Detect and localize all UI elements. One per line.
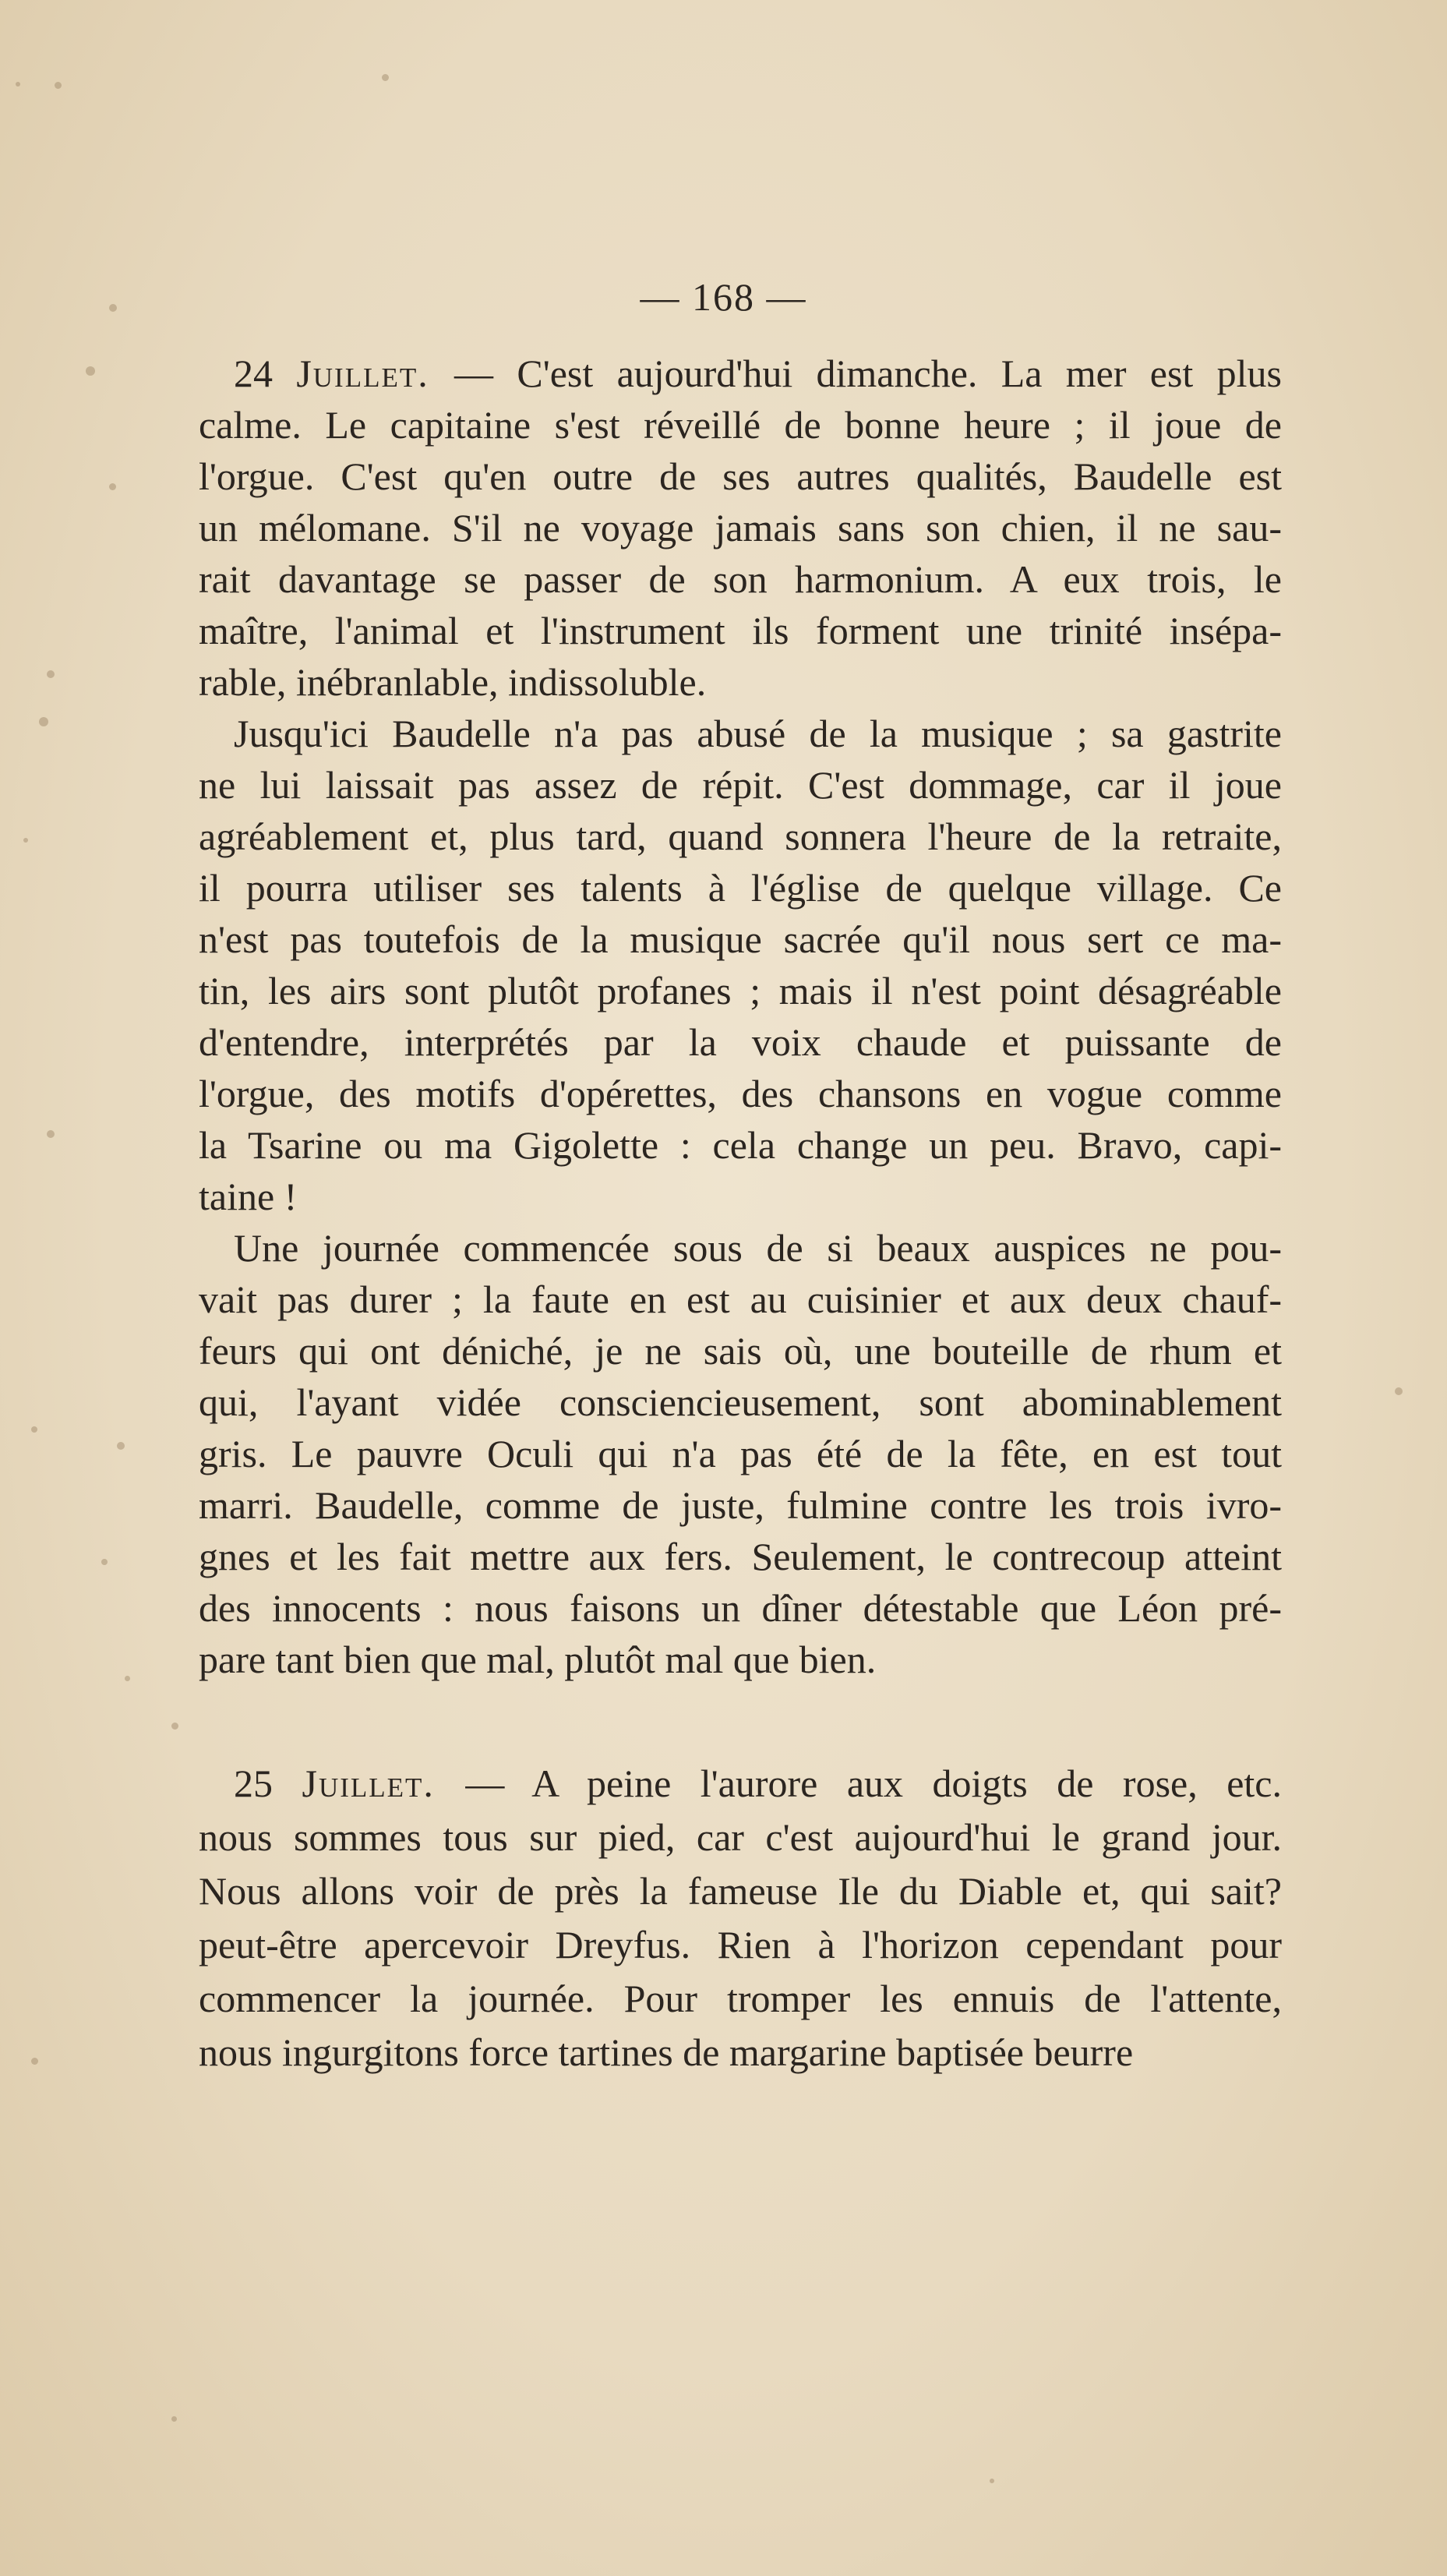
paper-speck bbox=[117, 1442, 125, 1450]
text-line: Jusqu'ici Baudelle n'a pas abusé de la musique ; sa gastrite bbox=[234, 712, 1282, 755]
text-line: il pourra utiliser ses talents à l'église de quelque village. Ce bbox=[199, 866, 1282, 910]
text-line: gnes et les fait mettre aux fers. Seulement, le contrecoup atteint bbox=[199, 1535, 1282, 1578]
entry-day: 24 bbox=[234, 352, 297, 395]
entry-date-line bbox=[234, 348, 1282, 399]
text-line: la Tsarine ou ma Gigolette : cela change un peu. Bravo, capi- bbox=[199, 1123, 1282, 1167]
paper-speck bbox=[171, 2416, 177, 2422]
paper-speck bbox=[1395, 1387, 1403, 1395]
paper-speck bbox=[382, 74, 389, 81]
entry-first-line-text: — C'est aujourd'hui dimanche. La mer est plus bbox=[454, 352, 1282, 395]
text-line: des innocents : nous faisons un dîner détestable que Léon pré- bbox=[199, 1586, 1282, 1630]
text-line: taine ! bbox=[199, 1175, 298, 1218]
text-line: marri. Baudelle, comme de juste, fulmine contre les trois ivro- bbox=[199, 1483, 1282, 1527]
text-line: un mélomane. S'il ne voyage jamais sans son chien, il ne sau- bbox=[199, 506, 1282, 549]
text-line: Nous allons voir de près la fameuse Ile du Diable et, qui sait? bbox=[199, 1869, 1282, 1913]
text-line: n'est pas toutefois de la musique sacrée qu'il nous sert ce ma- bbox=[199, 917, 1282, 961]
text-line: qui, l'ayant vidée consciencieusement, sont abominablement bbox=[199, 1380, 1282, 1424]
text-line: gris. Le pauvre Oculi qui n'a pas été de la fête, en est tout bbox=[199, 1432, 1282, 1475]
paper-speck bbox=[55, 82, 62, 89]
text-line: rait davantage se passer de son harmonium. A eux trois, le bbox=[199, 557, 1282, 601]
text-line: agréablement et, plus tard, quand sonnera l'heure de la retraite, bbox=[199, 814, 1282, 858]
paper-speck bbox=[47, 670, 55, 678]
paper-speck bbox=[47, 1130, 55, 1138]
paper-speck bbox=[86, 366, 95, 376]
text-line: rable, inébranlable, indissoluble. bbox=[199, 660, 707, 704]
text-line: feurs qui ont déniché, je ne sais où, une bouteille de rhum et bbox=[199, 1329, 1282, 1373]
text-line: Une journée commencée sous de si beaux auspices ne pou- bbox=[234, 1226, 1282, 1270]
paper-speck bbox=[990, 2479, 994, 2483]
text-line: peut-être apercevoir Dreyfus. Rien à l'horizon cependant pour bbox=[199, 1923, 1282, 1966]
text-line: tin, les airs sont plutôt profanes ; mais il n'est point désagréable bbox=[199, 969, 1282, 1012]
paper-speck bbox=[101, 1559, 108, 1565]
entry-month: Juillet. bbox=[302, 1762, 466, 1805]
paper-speck bbox=[171, 1723, 178, 1730]
entry-date-line bbox=[234, 1758, 1282, 1809]
paper-speck bbox=[125, 1676, 130, 1681]
text-line: vait pas durer ; la faute en est au cuisinier et aux deux chauf- bbox=[199, 1277, 1282, 1321]
entry-day: 25 bbox=[234, 1762, 302, 1805]
paper-speck bbox=[16, 82, 20, 87]
entry-first-line-text: — A peine l'aurore aux doigts de rose, etc. bbox=[465, 1762, 1282, 1805]
paper-speck bbox=[23, 838, 28, 843]
text-line: l'orgue, des motifs d'opérettes, des chansons en vogue comme bbox=[199, 1072, 1282, 1115]
text-line: calme. Le capitaine s'est réveillé de bonne heure ; il joue de bbox=[199, 403, 1282, 447]
page-number: — 168 — bbox=[640, 275, 807, 319]
text-line: maître, l'animal et l'instrument ils forment une trinité insépa- bbox=[199, 609, 1282, 652]
paper-speck bbox=[31, 2058, 38, 2065]
text-line: commencer la journée. Pour tromper les ennuis de l'attente, bbox=[199, 1977, 1282, 2020]
text-line: d'entendre, interprétés par la voix chaude et puissante de bbox=[199, 1020, 1282, 1064]
paper-speck bbox=[31, 1426, 37, 1433]
text-line: nous sommes tous sur pied, car c'est aujourd'hui le grand jour. bbox=[199, 1815, 1282, 1859]
paper-speck bbox=[109, 304, 117, 312]
text-line: ne lui laissait pas assez de répit. C'est dommage, car il joue bbox=[199, 763, 1282, 807]
paper-speck bbox=[39, 717, 48, 726]
text-line: pare tant bien que mal, plutôt mal que bien. bbox=[199, 1638, 877, 1681]
text-line: l'orgue. C'est qu'en outre de ses autres qualités, Baudelle est bbox=[199, 454, 1282, 498]
text-line: nous ingurgitons force tartines de margarine baptisée beurre bbox=[199, 2030, 1134, 2074]
paper-speck bbox=[109, 483, 116, 490]
entry-month: Juillet. bbox=[296, 352, 455, 395]
